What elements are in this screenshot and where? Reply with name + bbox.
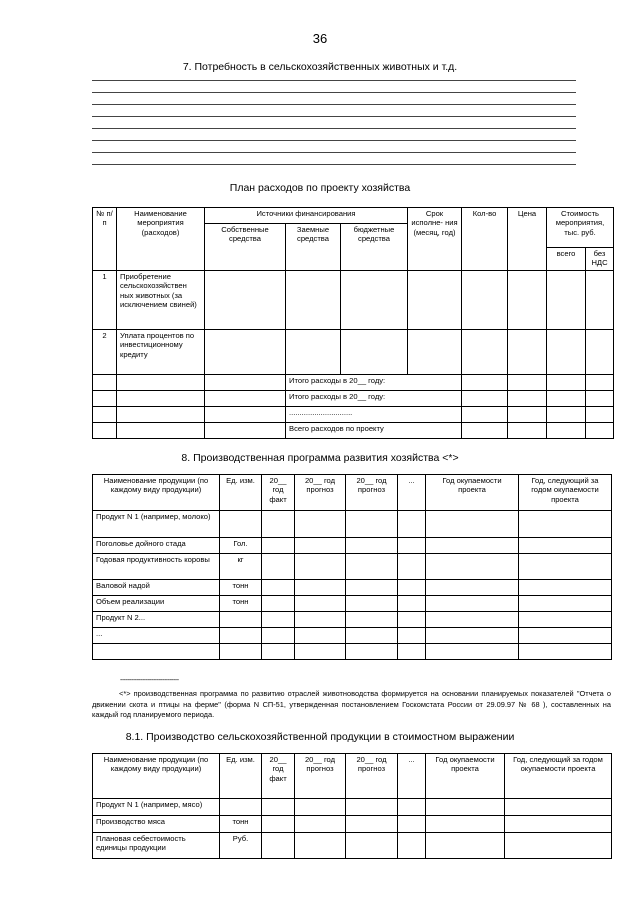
cell <box>586 407 614 423</box>
cell <box>519 554 612 580</box>
cell <box>398 538 426 554</box>
cell <box>398 833 426 859</box>
col-dots-header: ... <box>398 754 426 799</box>
col-qty-header: Кол-во <box>462 208 508 271</box>
cell <box>220 799 262 816</box>
subtotal-label: .............................. <box>286 407 462 423</box>
blank-line <box>92 104 576 105</box>
table-row <box>93 423 614 439</box>
cell <box>398 612 426 628</box>
table-row <box>93 330 614 375</box>
subtotal-label: Итого расходы в 20__ году: <box>286 391 462 407</box>
cell <box>408 271 462 330</box>
cell <box>220 511 262 538</box>
cell <box>205 375 286 391</box>
col-forecast-header: 20__ год прогноз <box>346 754 398 799</box>
cell <box>426 538 519 554</box>
cell <box>262 596 295 612</box>
cell <box>295 612 346 628</box>
section-8-1-title: 8.1. Производство сельскохозяйственной продукции в стоимостном выражении <box>125 731 515 743</box>
row-name: Продукт N 1 (например, мясо) <box>93 799 220 816</box>
row-name: Годовая продуктивность коровы <box>93 554 220 580</box>
table-row <box>93 407 614 423</box>
table-row <box>93 833 612 859</box>
cell <box>426 580 519 596</box>
table-row <box>93 271 614 330</box>
cell <box>462 271 508 330</box>
footnote: <*> производственная программа по развитию отраслей животноводства формируется на основании планируемых показателей "Отчета о движении скота и птицы на ферме" (форма N СП-51, утвержденная постановлением Госкомстата России от 29.09.97 № 68 ), составленных на каждый год планируемого периода. <box>92 689 611 720</box>
production-value-table <box>92 753 612 859</box>
col-next-year-header: Год, следующий за годом окупаемости проекта <box>505 754 612 799</box>
cell <box>220 628 262 644</box>
blank-line <box>92 140 576 141</box>
blank-line <box>92 128 576 129</box>
cell <box>505 833 612 859</box>
blank-line <box>92 116 576 117</box>
col-dots-header: ... <box>398 475 426 511</box>
row-unit: тонн <box>220 816 262 833</box>
cell <box>93 423 117 439</box>
cell <box>295 799 346 816</box>
table-row <box>93 628 612 644</box>
col-name-header: Наименование мероприятия (расходов) <box>117 208 205 271</box>
cell <box>519 511 612 538</box>
col-unit-header: Ед. изм. <box>220 754 262 799</box>
row-number: 2 <box>93 330 117 375</box>
cell <box>462 330 508 375</box>
cell <box>398 628 426 644</box>
col-number-header: № п/п <box>93 208 117 271</box>
cell <box>262 612 295 628</box>
cell <box>519 644 612 660</box>
table-row <box>93 612 612 628</box>
cell <box>346 833 398 859</box>
row-name: Приобретение сельскохозяйствен ных животных (за исключением свиней) <box>117 271 205 330</box>
row-name: Валовой надой <box>93 580 220 596</box>
row-name: Производство мяса <box>93 816 220 833</box>
cell <box>205 423 286 439</box>
table-row <box>93 644 612 660</box>
col-product-header: Наименование продукции (по каждому виду продукции) <box>93 754 220 799</box>
cell <box>398 554 426 580</box>
cell <box>286 330 341 375</box>
cell <box>519 628 612 644</box>
row-name: ... <box>93 628 220 644</box>
subtotal-label: Итого расходы в 20__ году: <box>286 375 462 391</box>
cell <box>262 554 295 580</box>
cell <box>508 330 547 375</box>
cell <box>346 816 398 833</box>
row-unit: Руб. <box>220 833 262 859</box>
cell <box>346 580 398 596</box>
col-unit-header: Ед. изм. <box>220 475 262 511</box>
cell <box>262 628 295 644</box>
cell <box>295 580 346 596</box>
cell <box>205 330 286 375</box>
table-row <box>93 391 614 407</box>
cell <box>519 580 612 596</box>
cell <box>586 391 614 407</box>
row-name: Продукт N 2... <box>93 612 220 628</box>
footnote-separator: -------------------------------- <box>120 677 179 684</box>
cell <box>93 391 117 407</box>
cell <box>346 628 398 644</box>
cell <box>547 271 586 330</box>
cell <box>295 644 346 660</box>
cell <box>117 407 205 423</box>
cell <box>93 375 117 391</box>
cell <box>426 554 519 580</box>
col-forecast-header: 20__ год прогноз <box>295 475 346 511</box>
blank-line <box>92 80 576 81</box>
cell <box>346 799 398 816</box>
cell <box>220 612 262 628</box>
production-program-table <box>92 474 612 660</box>
cell <box>205 407 286 423</box>
row-unit: кг <box>220 554 262 580</box>
row-name: Объем реализации <box>93 596 220 612</box>
cell <box>262 833 295 859</box>
cell <box>508 423 547 439</box>
row-name: Поголовье дойного стада <box>93 538 220 554</box>
cell <box>346 644 398 660</box>
cell <box>262 538 295 554</box>
col-cost-header: Стоимость мероприятия, тыс. руб. <box>547 208 614 248</box>
cell <box>341 330 408 375</box>
cell <box>426 816 505 833</box>
col-borrowed-header: Заемные средства <box>286 224 341 271</box>
cell <box>117 375 205 391</box>
cell <box>262 580 295 596</box>
row-name: Плановая себестоимость единицы продукции <box>93 833 220 859</box>
cell <box>505 799 612 816</box>
table-row <box>93 816 612 833</box>
cell <box>462 407 508 423</box>
cell <box>398 511 426 538</box>
cell <box>508 271 547 330</box>
col-total-header: всего <box>547 248 586 271</box>
cell <box>295 538 346 554</box>
cell <box>462 423 508 439</box>
col-fact-header: 20__ год факт <box>262 754 295 799</box>
col-forecast-header: 20__ год прогноз <box>346 475 398 511</box>
col-product-header: Наименование продукции (по каждому виду продукции) <box>93 475 220 511</box>
blank-line <box>92 152 576 153</box>
cell <box>505 816 612 833</box>
cell <box>519 538 612 554</box>
cell <box>295 596 346 612</box>
cell <box>508 391 547 407</box>
col-novat-header: без НДС <box>586 248 614 271</box>
col-budget-header: бюджетные средства <box>341 224 408 271</box>
cell <box>586 330 614 375</box>
cell <box>408 330 462 375</box>
table-row <box>93 580 612 596</box>
cell <box>295 833 346 859</box>
row-name: Уплата процентов по инвестиционному кредиту <box>117 330 205 375</box>
col-term-header: Срок исполне- ния (месяц, год) <box>408 208 462 271</box>
table-row <box>93 799 612 816</box>
row-number: 1 <box>93 271 117 330</box>
cell <box>295 816 346 833</box>
col-fact-header: 20__ год факт <box>262 475 295 511</box>
cell <box>262 799 295 816</box>
col-sources-header: Источники финансирования <box>205 208 408 224</box>
cell <box>426 833 505 859</box>
cell <box>508 407 547 423</box>
page-number: 36 <box>312 31 328 46</box>
col-own-header: Собственные средства <box>205 224 286 271</box>
cell <box>426 511 519 538</box>
cell <box>586 375 614 391</box>
cell <box>295 628 346 644</box>
table-row <box>93 511 612 538</box>
cell <box>547 423 586 439</box>
cell <box>426 799 505 816</box>
cell <box>398 816 426 833</box>
cell <box>93 644 220 660</box>
row-name: Продукт N 1 (например, молоко) <box>93 511 220 538</box>
cell <box>586 423 614 439</box>
section-8-title: 8. Производственная программа развития хозяйства <*> <box>181 452 459 464</box>
cell <box>398 799 426 816</box>
blank-line <box>92 92 576 93</box>
table-row <box>93 375 614 391</box>
cell <box>519 612 612 628</box>
blank-line <box>92 164 576 165</box>
cell <box>508 375 547 391</box>
plan-title: План расходов по проекту хозяйства <box>229 182 411 194</box>
cell <box>426 612 519 628</box>
cell <box>286 271 341 330</box>
cell <box>426 596 519 612</box>
cell <box>346 554 398 580</box>
cell <box>398 644 426 660</box>
cell <box>346 596 398 612</box>
cell <box>519 596 612 612</box>
col-forecast-header: 20__ год прогноз <box>295 754 346 799</box>
table-row <box>93 538 612 554</box>
cell <box>117 391 205 407</box>
cell <box>547 391 586 407</box>
cell <box>547 407 586 423</box>
cell <box>346 511 398 538</box>
table-row <box>93 596 612 612</box>
cell <box>398 580 426 596</box>
cell <box>341 271 408 330</box>
cell <box>117 423 205 439</box>
cell <box>547 375 586 391</box>
col-next-year-header: Год, следующий за годом окупаемости проекта <box>519 475 612 511</box>
cell <box>295 511 346 538</box>
col-price-header: Цена <box>508 208 547 271</box>
cell <box>426 628 519 644</box>
cell <box>295 554 346 580</box>
cell <box>262 511 295 538</box>
cell <box>262 816 295 833</box>
cell <box>398 596 426 612</box>
cell <box>586 271 614 330</box>
cell <box>262 644 295 660</box>
cell <box>547 330 586 375</box>
section-7-title: 7. Потребность в сельскохозяйственных животных и т.д. <box>182 61 458 73</box>
col-payback-header: Год окупаемости проекта <box>426 754 505 799</box>
expense-plan-table <box>92 207 614 439</box>
total-label: Всего расходов по проекту <box>286 423 462 439</box>
row-unit: тонн <box>220 580 262 596</box>
row-unit: Гол. <box>220 538 262 554</box>
cell <box>426 644 519 660</box>
cell <box>346 538 398 554</box>
cell <box>220 644 262 660</box>
row-unit: тонн <box>220 596 262 612</box>
cell <box>205 391 286 407</box>
cell <box>205 271 286 330</box>
col-payback-header: Год окупаемости проекта <box>426 475 519 511</box>
cell <box>462 375 508 391</box>
cell <box>346 612 398 628</box>
table-row <box>93 554 612 580</box>
cell <box>462 391 508 407</box>
cell <box>93 407 117 423</box>
